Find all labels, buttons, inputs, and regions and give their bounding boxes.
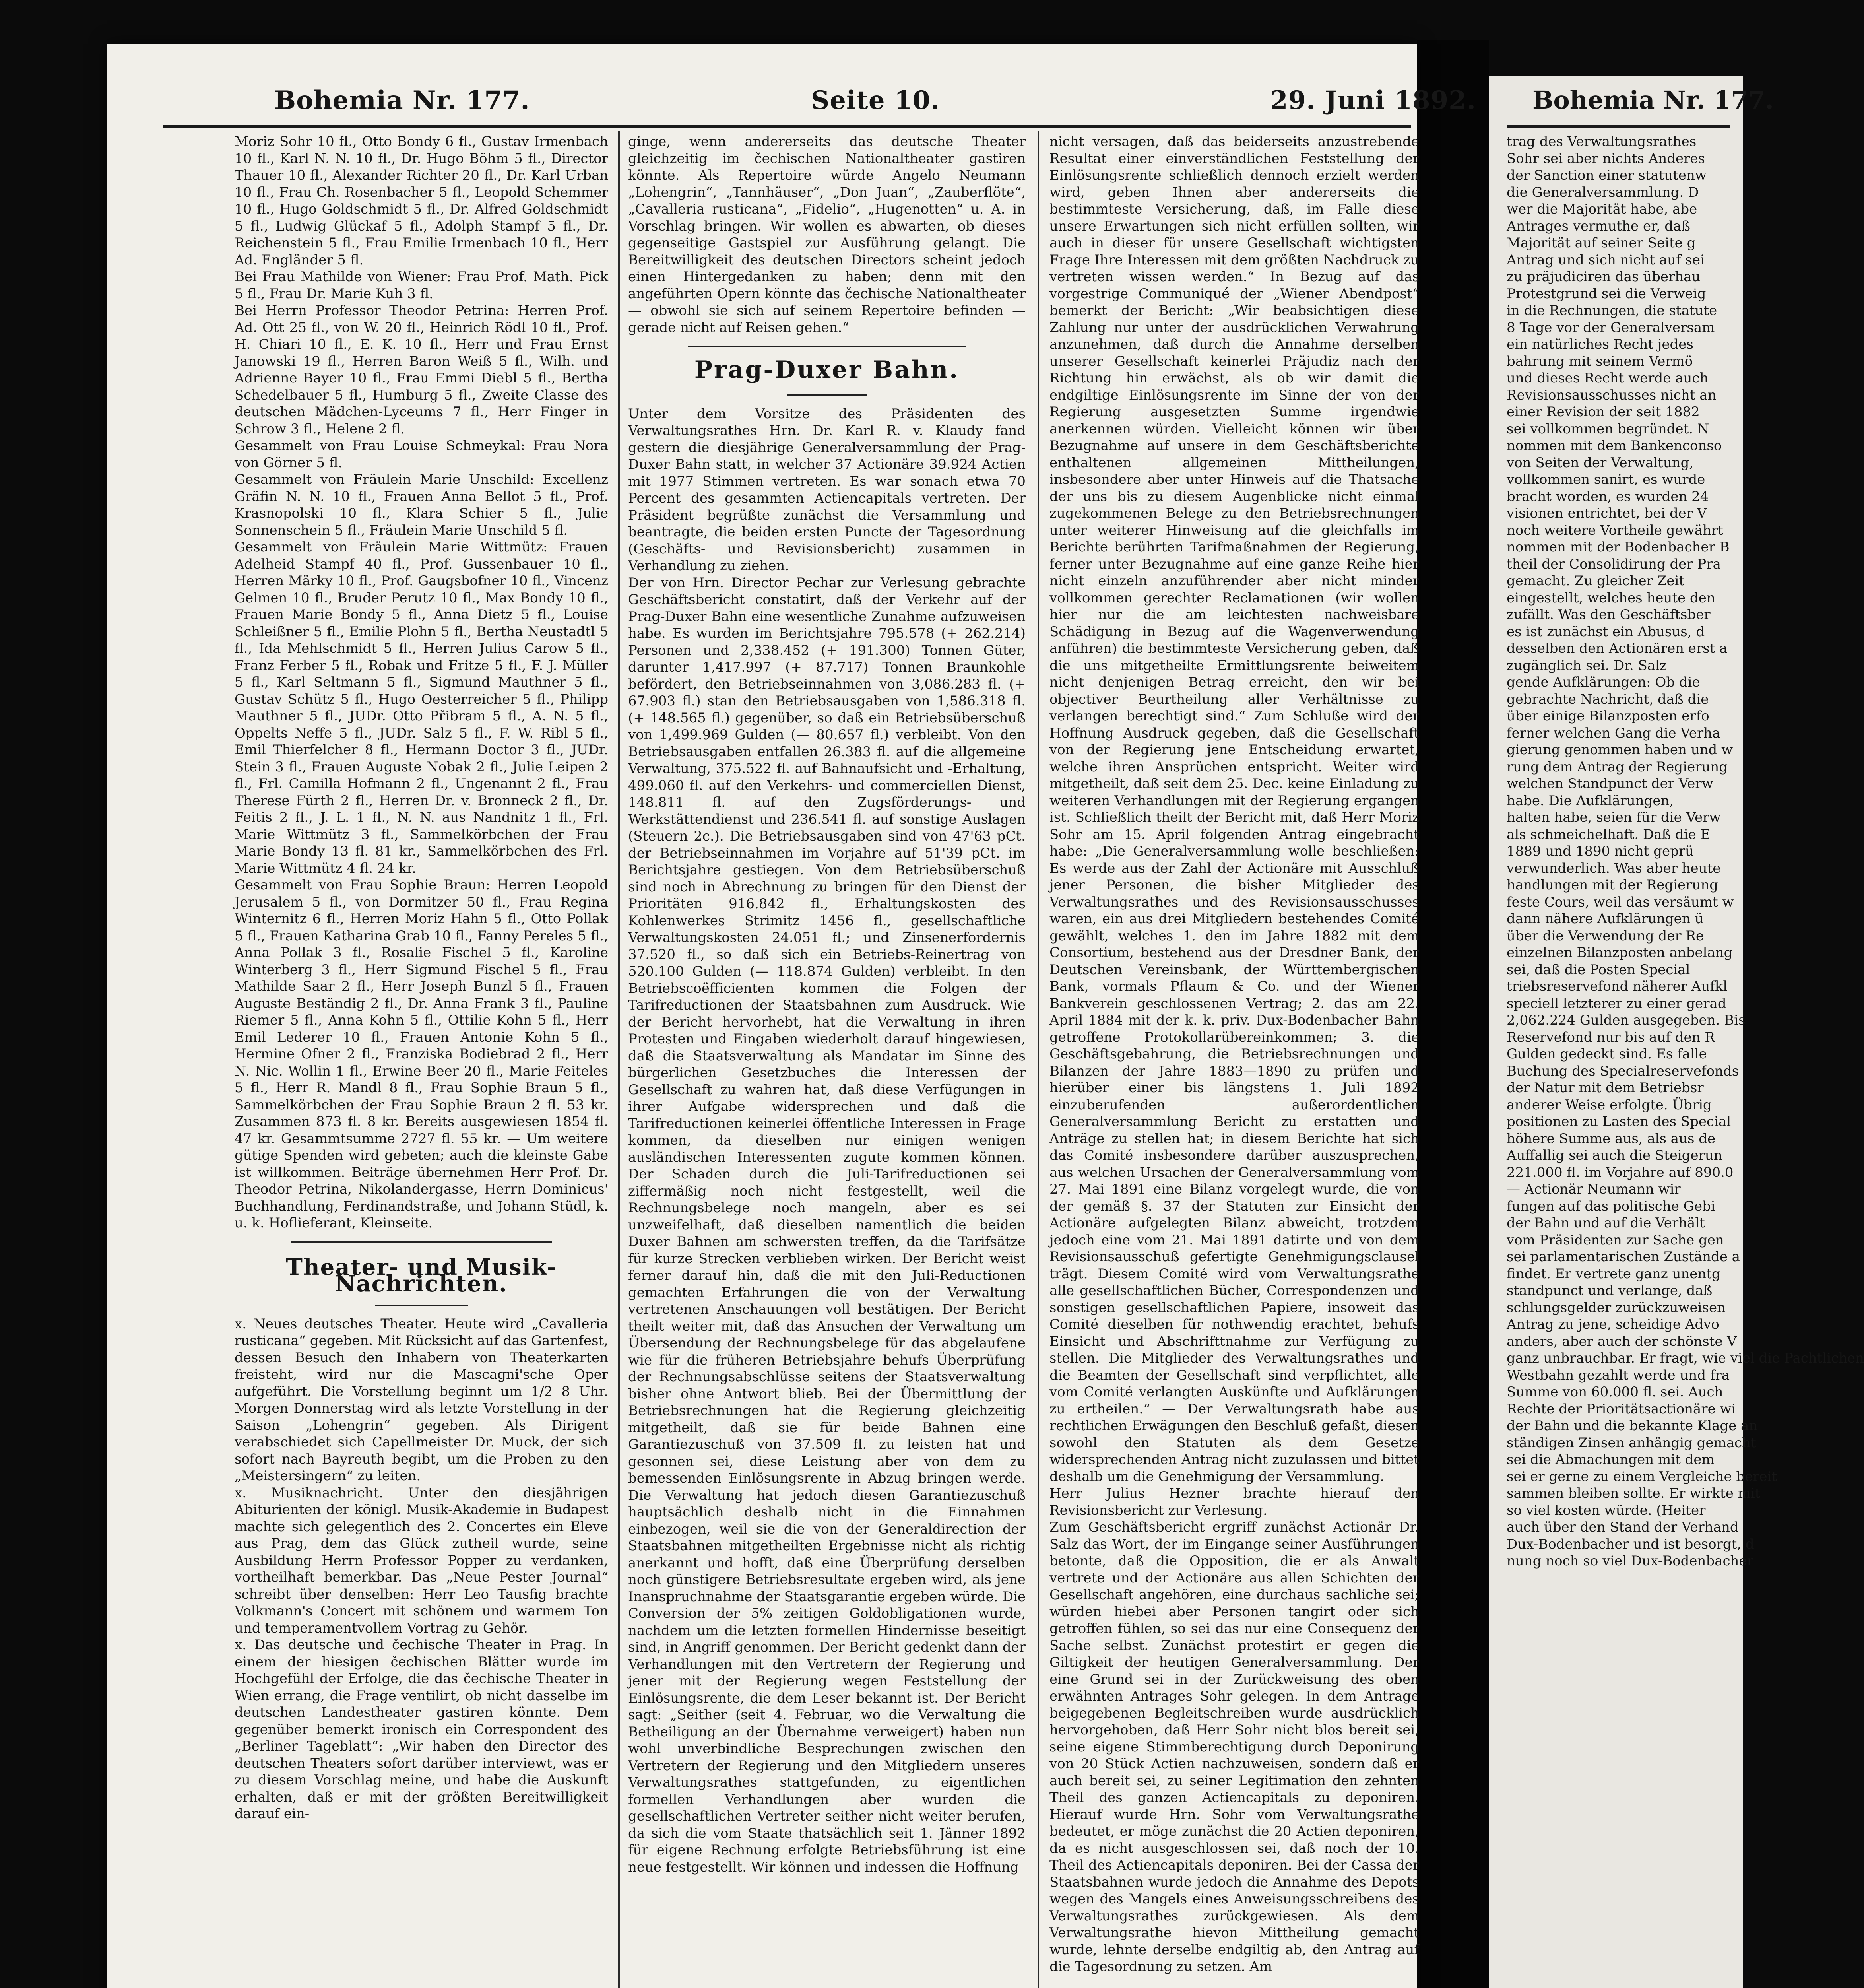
next-page-line: nommen mit dem Bankenconso [1507,438,1722,454]
next-page-line: der Bahn und die bekannte Klage an [1507,1418,1758,1434]
next-page-line: nung noch so viel Dux-Bodenbacher [1507,1553,1753,1569]
next-page-line: vollkommen sanirt, es wurde [1507,472,1705,487]
next-page-line: gebrachte Nachricht, daß die [1507,691,1709,707]
next-page-line: Auffallig sei auch die Steigerun [1507,1147,1722,1163]
next-page-line: Rechte der Prioritätsactionäre wi [1507,1401,1736,1417]
next-page-line: trag des Verwaltungsrathes [1507,134,1697,149]
next-page-line: von Seiten der Verwaltung, [1507,454,1694,471]
next-page-line: findet. Er vertrete ganz unentg [1507,1266,1720,1282]
theater-continuation: ginge, wenn andererseits das deutsche Theater gleichzeitig im čechischen Nationaltheater gastiren könnte. Als Repertoire würde Angelo Neumann „Lohengrin“, „Tannhäuser“, „Don Juan“, „Zauberflöte“, „Cavalleria rusticana“, „Fidelio“, „Hugenotten“ u. A. in Vorschlag bringen. Wir wollen es abwarten, ob dieses gegenseitige Gastspiel zur Ausführung gelangt. Die Bereitwilligkeit des deutschen Directors scheint jedoch einen Hintergedanken zu haben; denn mit den angeführten Opern könnte das čechische Nationaltheater — obwohl sie sich auf seinem Repertoire befinden — gerade nicht auf Reisen gehen.“ [628,134,1026,336]
next-page-line: visionen entrichtet, bei der V [1507,505,1707,521]
next-page-line: nommen mit der Bodenbacher B [1507,539,1730,555]
next-page-line: Sohr sei aber nichts Anderes [1507,150,1705,167]
next-page-line: bahrung mit seinem Vermö [1507,353,1693,369]
column-2 [628,133,1026,1875]
donation-paragraph: Gesammelt von Frau Sophie Braun: Herren Leopold Jerusalem 5 fl., von Dormitzer 50 fl., Frau Regina Winternitz 6 fl., Herren Moriz Hahn 5 fl., Otto Pollak 5 fl., Frauen Katharina Grab 10 fl., Fanny Pereles 5 fl., Anna Pollak 3 fl., Rosalie Fischel 5 fl., Karoline Winterberg 3 fl., Herr Sigmund Fischel 5 fl., Frau Mathilde Saar 2 fl., Herr Joseph Bunzl 5 fl., Frauen Auguste Beständig 2 fl., Dr. Anna Frank 3 fl., Pauline Riemer 5 fl., Anna Kohn 5 fl., Ottilie Kohn 5 fl., Herr Emil Lederer 10 fl., Frauen Antonie Kohn 5 fl., Hermine Ofner 2 fl., Franziska Bodiebrad 2 fl., Herr N. Nic. Wollin 1 fl., Erwine Beer 20 fl., Marie Feiteles 5 fl., Herr R. Mandl 8 fl., Frau Sophie Braun 5 fl., Sammelkörbchen der Frau Sophie Braun 2 fl. 53 kr. Zusammen 873 fl. 8 kr. Bereits ausgewiesen 1854 fl. 47 kr. Gesammtsumme 2727 fl. 55 kr. — Um weitere gütige Spenden wird gebeten; auch die kleinste Gabe ist willkommen. Beiträge übernehmen Herr Prof. Dr. Theodor Petrina, Nikolandergasse, Herrn Dominicus' Buchhandlung, Ferdinandstraße, und Johann Stüdl, k. u. k. Hoflieferant, Kleinseite. [235,877,608,1231]
next-page-line: es ist zunächst ein Abusus, d [1507,623,1705,640]
donation-paragraph: Gesammelt von Frau Louise Schmeykal: Frau Nora von Görner 5 fl. [235,438,608,471]
next-page-line: welchen Standpunct der Verw [1507,776,1713,792]
next-page-line: so viel kosten würde. (Heiter [1507,1502,1706,1518]
next-page-line: 2,062.224 Gulden ausgegeben. Bis [1507,1012,1746,1028]
header-date: 29. Juni 1892. [1270,85,1476,115]
donation-paragraph: Bei Herrn Professor Theodor Petrina: Herren Prof. Ad. Ott 25 fl., von W. 20 fl., Heinrich Rödl 10 fl., Prof. H. Chiari 10 fl., E. K. 10 fl., Herr und Frau Ernst Janowski 19 fl., Herren Baron Weiß 5 fl., Wilh. und Adrienne Bayer 10 fl., Frau Emmi Diebl 5 fl., Bertha Schedelbauer 5 fl., Humburg 5 fl., Zweite Classe des deutschen Mädchen-Lyceums 7 fl., Herr Finger in Schrow 3 fl., Helene 2 fl. [235,303,608,437]
next-page-line: theil der Consolidirung der Pra [1507,556,1721,572]
theater-paragraph: x. Neues deutsches Theater. Heute wird „Cavalleria rusticana“ gegeben. Mit Rücksicht auf das Gartenfest, dessen Besuch den Inhabern von Theaterkarten freisteht, wird nur die Mascagni'sche Oper aufgeführt. Die Vorstellung beginnt um 1/2 8 Uhr. Morgen Donnerstag wird als letzte Vorstellung in der Saison „Lohengrin“ gegeben. Als Dirigent verabschiedet sich Capellmeister Dr. Muck, der sich sofort nach Bayreuth begibt, um die Proben zu den „Meistersingern“ zu leiten. [235,1316,608,1484]
column-3 [1049,133,1419,1975]
header-left: Bohemia Nr. 177. [274,85,530,115]
header-rule [163,125,1411,128]
next-page-line: als schmeichelhaft. Daß die E [1507,826,1711,843]
next-page-line: Reservefond nur bis auf den R [1507,1029,1715,1045]
next-page-column [1507,133,1864,1570]
header-page-number: Seite 10. [811,85,940,115]
page-gutter [1417,40,1489,1988]
next-page-line: wer die Majorität habe, abe [1507,201,1697,217]
next-page-line: habe. Die Aufklärungen, [1507,792,1674,809]
next-page-line: einer Revision der seit 1882 [1507,404,1700,420]
next-page-line: gende Aufklärungen: Ob die [1507,674,1700,690]
next-page-line: gemacht. Zu gleicher Zeit [1507,573,1684,589]
theater-paragraph: x. Musiknachricht. Unter den diesjährigen Abiturienten der königl. Musik-Akademie in Budapest machte sich gelegentlich des 2. Concertes ein Eleve aus Prag, dem das Glück zutheil wurde, seine Ausbildung Herrn Professor Popper zu verdanken, vortheilhaft bemerkbar. Das „Neue Pester Journal“ schreibt über denselben: Herr Leo Tausfig brachte Volkmann's Concert mit schönem und warmem Ton und temperamentvollem Vortrag zu Gehör. [235,1485,608,1636]
next-page-line: in die Rechnungen, die statute [1507,303,1717,318]
next-page-line: noch weitere Vortheile gewährt [1507,522,1723,538]
next-page-line: Gulden gedeckt sind. Es falle [1507,1046,1707,1062]
next-page-line: verwunderlich. Was aber heute [1507,860,1721,876]
next-page-line: halten habe, seien für die Verw [1507,810,1721,825]
next-page-line: zufällt. Was den Geschäftsber [1507,607,1711,623]
article-paragraph: Unter dem Vorsitze des Präsidenten des Verwaltungsrathes Hrn. Dr. Karl R. v. Klaudy fand gestern die diesjährige Generalversammlung der Prag-Duxer Bahn statt, in welcher 37 Actionäre 39.924 Actien mit 1977 Stimmen vertreten. Es war sonach etwa 70 Percent des gesammten Actiencapitals vertreten. Der Präsident begrüßte zunächst die Versammlung und beantragte, die beiden ersten Puncte der Tagesordnung (Geschäfts- und Revisionsbericht) zusammen in Verhandlung zu ziehen. [628,406,1026,574]
section-divider [375,1305,468,1306]
article-paragraph: Der von Hrn. Director Pechar zur Verlesung gebrachte Geschäftsbericht constatirt, daß der Verkehr auf der Prag-Duxer Bahn eine wesentliche Zunahme aufzuweisen habe. Es wurden im Berichtsjahre 795.578 (+ 262.214) Personen und 2,338.452 (+ 191.300) Tonnen Güter, darunter 1,417.997 (+ 87.717) Tonnen Braunkohle befördert, den Betriebseinnahmen von 3,086.283 fl. (+ 67.903 fl.) stan den Betriebsausgaben von 1,586.318 fl. (+ 148.565 fl.) gegenüber, so daß ein Betriebsüberschuß von 1,499.969 Gulden (— 80.657 fl.) verbleibt. Von den Betriebsausgaben entfallen 26.383 fl. auf die allgemeine Verwaltung, 375.522 fl. auf Bahnaufsicht und -Erhaltung, 499.060 fl. auf den Verkehrs- und commerciellen Dienst, 148.811 fl. auf den Zugsförderungs- und Werkstättendienst und 236.541 fl. auf sonstige Auslagen (Steuern 2c.). Die Betriebsausgaben sind von 47'63 pCt. der Betriebseinnahmen im Vorjahre auf 51'39 pCt. im Berichtsjahre gestiegen. Von dem Betriebsüberschuß sind noch in Abrechnung zu bringen für den Dienst der Prioritäten 916.842 fl., Erhaltungskosten des Kohlenwerkes Strimitz 1456 fl., gesellschaftliche Verwaltungskosten 24.051 fl.; und Zinsenerfordernis 37.520 fl., so daß sich ein Betriebs-Reinertrag von 520.100 Gulden (— 118.874 Gulden) verbleibt. In den Betriebscoëfficienten kommen die Folgen der Tarifreductionen der Staatsbahnen zum Ausdruck. Wie der Bericht hervorhebt, hat die Verwaltung in ihren Protesten und Eingaben wiederholt darauf hingewiesen, daß die Staatsverwaltung als Mandatar im Sinne des bürgerlichen Gesetzbuches die Interessen der Gesellschaft zu wahren hat, daß diese Verfügungen in ihrer Aufgabe widersprechen und daß die Tarifreductionen keinerlei öffentliche Interessen in Frage kommen, da dieselben nur einigen wenigen ausländischen Interessenten zugute kommen können. Der Schaden durch die Juli-Tarifreductionen sei ziffermäßig noch nicht festgestellt, weil die Rechnungsbelege noch mangeln, aber es sei unzweifelhaft, daß dieselben namentlich die beiden Duxer Bahnen am schwersten treffen, da die Tarifsätze für kurze Strecken verblieben wirken. Der Bericht weist ferner darauf hin, daß die mit den Juli-Reductionen gemachten Erfahrungen die von der Verwaltung vertretenen Anschauungen voll bestätigen. Der Bericht theilt weiter mit, daß das Ansuchen der Verwaltung um Übersendung der Rechnungsbelege für das abgelaufene wie für die früheren Betriebsjahre behufs Überprüfung der Rechnungsabschlüsse seitens der Staatsverwaltung bisher ohne Antwort blieb. Bei der Übermittlung der Betriebsrechnungen hat die Regierung gleichzeitig mitgetheilt, daß sie für beide Bahnen eine Garantiezuschuß von 37.509 fl. zu leisten hat und gesonnen sei, diese Leistung aber von dem zu bemessenden Einlösungsrente in Abzug bringen werde. Die Verwaltung hat jedoch diesen Garantiezuschuß hauptsächlich deshalb nicht in die Einnahmen einbezogen, weil sie die von der Generaldirection der Staatsbahnen mitgetheilten Ergebnisse nicht als richtig anerkannt und hofft, daß eine Überprüfung derselben noch günstigere Betriebsresultate ergeben wird, als jene Inanspruchnahme der Staatsgarantie ergeben würde. Die Conversion der 5% zeitigen Goldobligationen wurde, nachdem um die letzten formellen Hindernisse beseitigt sind, in Angriff genommen. Der Bericht gedenkt dann der Verhandlungen mit den Vertretern der Regierung und jener mit der Regierung wegen Feststellung der Einlösungsrente, die dem Leser bekannt ist. Der Bericht sagt: „Seither (seit 4. Februar, wo die Verwaltung die Betheiligung an der Übernahme verweigert) haben nun wohl unverbindliche Besprechungen zwischen den Vertretern der Regierung und den Mitgliedern unseres Verwaltungsrathes stattgefunden, zu eigentlichen formellen Verhandlungen aber wurden die gesellschaftlichen Vertreter seither nicht weiter berufen, da sich die vom Staate thatsächlich seit 1. Jänner 1892 für eigene Rechnung erfolgte Betriebsführung ist eine neue festgestellt. Wir können und indessen die Hoffnung [628,575,1026,1875]
donation-paragraph: Bei Frau Mathilde von Wiener: Frau Prof. Math. Pick 5 fl., Frau Dr. Marie Kuh 3 fl. [235,269,608,302]
theater-paragraph: x. Das deutsche und čechische Theater in Prag. In einem der hiesigen čechischen Blätter wurde im Hochgefühl der Erfolge, die das čechische Theater in Wien errang, die Frage ventilirt, ob nicht dasselbe im deutschen Landestheater gastiren könnte. Dem gegenüber bemerkt ironisch ein Correspondent des „Berliner Tageblatt“: „Wir haben den Director des deutschen Theaters sofort darüber interviewt, was er zu diesem Vorschlag meine, und habe die Auskunft erhalten, daß er mit der größten Bereitwilligkeit darauf ein- [235,1637,608,1822]
next-page-line: ständigen Zinsen anhängig gemacht [1507,1435,1756,1451]
next-page-line: anders, aber auch der schönste V [1507,1333,1737,1349]
article-divider [688,346,966,347]
article-divider [787,394,867,396]
next-page-line: schlungsgelder zurückzuweisen [1507,1299,1726,1316]
donation-paragraph: Moriz Sohr 10 fl., Otto Bondy 6 fl., Gustav Irmenbach 10 fl., Karl N. N. 10 fl., Dr. Hugo Böhm 5 fl., Director Thauer 10 fl., Alexander Richter 20 fl., Dr. Karl Urban 10 fl., Frau Ch. Rosenbacher 5 fl., Leopold Schemmer 10 fl., Hugo Goldschmidt 5 fl., Dr. Alfred Goldschmidt 5 fl., Ludwig Glückaf 5 fl., Adolph Stampf 5 fl., Dr. Reichenstein 5 fl., Frau Emilie Irmenbach 10 fl., Herr Ad. Engländer 5 fl. [235,134,608,268]
next-page-line: Antrages vermuthe er, daß [1507,218,1690,234]
next-page-line: die Generalversammlung. D [1507,184,1699,200]
next-page-line: der Sanction einer statutenw [1507,167,1707,183]
article-paragraph: Zum Geschäftsbericht ergriff zunächst Actionär Dr. Salz das Wort, der im Eingange seiner Ausführungen betonte, daß die Opposition, die er als Anwalt vertrete und der Actionäre aus allen Schichten der Gesellschaft angehören, eine durchaus sachliche sei; würden hiebei aber Personen tangirt oder sich getroffen fühlen, so sei das nur eine Consequenz der Sache selbst. Zunächst protestirt er gegen die Giltigkeit der heutigen Generalversammlung. Der eine Grund sei in der Zurückweisung des oben erwähnten Antrages Sohr gelegen. In dem Antrage beigegebenen Begleitschreiben wurde ausdrücklich hervorgehoben, daß Herr Sohr nicht blos bereit sei, seine eigene Stimmberechtigung durch Deponirung von 20 Stück Actien nachzuweisen, sondern daß er auch bereit sei, zu seiner Legitimation den zehnten Theil des ganzen Actiencapitals zu deponiren. Hierauf wurde Hrn. Sohr vom Verwaltungsrathe bedeutet, er möge zunächst die 20 Actien deponiren, da es nicht ausgeschlossen sei, daß noch der 10. Theil des Actiencapitals deponiren. Bei der Cassa der Staatsbahnen wurde jedoch die Annahme des Depots wegen des Mangels eines Anweisungsschreibens des Verwaltungsrathes zurückgewiesen. Als dem Verwaltungsrathe hievon Mittheilung gemacht wurde, lehnte derselbe endgiltig ab, den Antrag auf die Tagesordnung zu setzen. Am [1049,1519,1419,1974]
article-title: Prag-Duxer Bahn. [694,356,960,384]
donation-paragraph: Gesammelt von Fräulein Marie Unschild: Excellenz Gräfin N. N. 10 fl., Frauen Anna Bellot 5 fl., Prof. Krasnopolski 10 fl., Klara Schier 5 fl., Julie Sonnenschein 5 fl., Fräulein Marie Unschild 5 fl. [235,472,608,538]
next-page-line: der Natur mit dem Betriebsr [1507,1080,1704,1096]
next-page-line: sei er gerne zu einem Vergleiche bereit [1507,1468,1777,1485]
next-page-line: 221.000 fl. im Vorjahre auf 890.0 [1507,1164,1734,1180]
next-page-line: höhere Summe aus, als aus de [1507,1130,1716,1147]
next-page-line: Westbahn gezahlt werde und fra [1507,1367,1730,1383]
next-page-line: eingestellt, welches heute den [1507,590,1715,606]
next-page-line: der Bahn und auf die Verhält [1507,1215,1705,1231]
next-page-line: rung dem Antrag der Regierung [1507,759,1728,775]
next-page-line: positionen zu Lasten des Special [1507,1114,1731,1130]
next-page-line: standpunct und verlange, daß [1507,1283,1713,1299]
next-page-line: ganz unbrauchbar. Er fragt, wie viel die Pachtlichen [1507,1350,1864,1366]
section-title: Theater- und Musik-Nachrichten. [286,1254,557,1297]
next-page-line: zugänglich sei. Dr. Salz [1507,657,1667,674]
next-page-line: handlungen mit der Regierung [1507,877,1718,893]
column-rule [1038,131,1039,1988]
next-page-line: sei die Abmachungen mit dem [1507,1452,1715,1468]
next-page-line: Majorität auf seiner Seite g [1507,235,1696,251]
next-page-line: Buchung des Specialreservefonds [1507,1063,1739,1079]
next-page-line: über einige Bilanzposten erfo [1507,708,1709,724]
column-rule [618,131,620,1988]
next-page-line: fungen auf das politische Gebi [1507,1198,1715,1214]
next-page-line: speciell letzterer zu einer gerad [1507,995,1726,1011]
column-1 [235,133,608,1823]
next-page-line: 8 Tage vor der Generalversam [1507,319,1715,336]
article-paragraph: nicht versagen, daß das beiderseits anzustrebende Resultat einer einverständlichen Feststellung der Einlösungsrente schließlich dennoch erzielt werden wird, geben Ihnen aber andererseits die bestimmteste Versicherung, daß, im Falle diese unsere Erwartungen sich nicht erfüllen sollten, wir auch in dieser für unsere Gesellschaft wichtigsten Frage Ihre Interessen mit dem größten Nachdruck zu vertreten wissen werden.“ In Bezug auf das vorgestrige Communiqué der „Wiener Abendpost“ bemerkt der Bericht: „Wir beabsichtigen diese Zahlung nur unter der ausdrücklichen Verwahrung anzunehmen, daß durch die Annahme derselben unserer Gesellschaft keinerlei Präjudiz nach der Richtung hin erwächst, als ob wir damit die endgiltige Einlösungsrente im Sinne der von der Regierung ausgesetzten Summe irgendwie anerkennen würden. Vielleicht können wir über Bezugnahme auf unsere in dem Geschäftsberichte enthaltenen allgemeinen Mittheilungen, insbesondere aber unter Hinweis auf die Thatsache der uns bis zu diesem Augenblicke nicht einmal zugekommenen Belege zu den Betriebsrechnungen unter weiterer Hinweisung auf die gleichfalls im Berichte berührten Tarifmaßnahmen der Regierung, ferner unter Bezugnahme auf eine ganze Reihe hier nicht einzeln anzuführender aber nicht minder vollkommen gerechter Reclamationen (wir wollen hier nur die am leichtesten nachweisbare Schädigung in Bezug auf die Wagenverwendung anführen) die bestimmteste Versicherung geben, daß die uns mitgetheilte Ermittlungsrente beiweitem nicht denjenigen Betrag erreicht, den wir bei objectiver Beurtheilung aller Verhältnisse zu verlangen berechtigt sind.“ Zum Schluße wird der Hoffnung Ausdruck gegeben, daß die Gesellschaft von der Regierung jene Entscheidung erwartet, welche ihren Ansprüchen entspricht. Weiter wird mitgetheilt, daß seit dem 25. Dec. keine Einladung zu weiteren Verhandlungen mit der Regierung ergangen ist. Schließlich theilt der Bericht mit, daß Herr Moriz Sohr am 15. April folgenden Antrag eingebracht habe: „Die Generalversammlung wolle beschließen: Es werde aus der Zahl der Actionäre mit Ausschluß jener Personen, die bisher Mitglieder des Verwaltungsrathes und des Revisionsausschusses waren, ein aus drei Mitgliedern bestehendes Comité gewählt, welches 1. den im Jahre 1882 mit dem Consortium, bestehend aus der Dresdner Bank, der Deutschen Vereinsbank, der Württembergischen Bank, vormals Pflaum & Co. und der Wiener Bankverein geschlossenen Vertrag; 2. das am 22. April 1884 mit der k. k. priv. Dux-Bodenbacher Bahn getroffene Protokollarübereinkommen; 3. die Geschäftsgebahrung, die Betriebsrechnungen und Bilanzen der Jahre 1883—1890 zu prüfen und hierüber einer bis längstens 1. Juli 1892 einzuberufenden außerordentlichen Generalversammlung Bericht zu erstatten und Anträge zu stellen hat; in diesem Berichte hat sich das Comité insbesondere darüber auszusprechen, aus welchen Ursachen der Generalversammlung vom 27. Mai 1891 eine Bilanz vorgelegt wurde, die von der gemäß §. 37 der Statuten zur Einsicht der Actionäre aufgelegten Bilanz abweicht, trotzdem jedoch eine vom 21. Mai 1891 datirte und von dem Revisionsausschuß gefertigte Genehmigungsclausel trägt. Diesem Comité wird vom Verwaltungsrathe alle gesellschaftlichen Bücher, Correspondenzen und sonstigen gesellschaftlichen Papiere, insoweit das Comité dieselben für nothwendig erachtet, behufs Einsicht und Abschrifttnahme zur Verfügung zu stellen. Die Mitglieder des Verwaltungsrathes und die Beamten der Gesellschaft sind verpflichtet, alle vom Comité verlangten Auskünfte und Aufklärungen zu ertheilen.“ — Der Verwaltungsrath habe aus rechtlichen Erwägungen den Beschluß gefaßt, diesen sowohl den Statuten als dem Gesetze widersprechenden Antrag nicht zuzulassen und bittet deshalb um die Genehmigung der Versammlung. [1049,134,1419,1485]
next-page-line: feste Cours, weil das versäumt w [1507,894,1734,910]
next-page-line: ferner welchen Gang die Verha [1507,725,1720,741]
next-page-line: Revisionsausschusses nicht an [1507,387,1717,403]
section-divider [291,1241,552,1243]
next-page-line: einzelnen Bilanzposten anbelang [1507,945,1733,961]
next-page-line: Protestgrund sei die Verweig [1507,285,1706,302]
next-page-line: Antrag zu jene, scheidige Advo [1507,1316,1719,1332]
next-page-line: — Actionär Neumann wir [1507,1181,1681,1197]
next-page-line: Antrag und sich nicht auf sei [1507,252,1705,268]
next-page-line: sammen bleiben sollte. Er wirkte mit [1507,1485,1761,1501]
next-page-line: 1889 und 1890 nicht geprü [1507,843,1694,859]
next-page-line: anderer Weise erfolgte. Übrig [1507,1097,1712,1113]
next-page-header: Bohemia Nr. 177. [1532,85,1774,115]
next-page-line: vom Präsidenten zur Sache gen [1507,1232,1724,1248]
next-page-line: dann nähere Aufklärungen ü [1507,911,1704,927]
next-page-line: ein natürliches Recht jedes [1507,336,1693,352]
next-page-line: zu präjudiciren das überhau [1507,269,1701,285]
next-page-line: sei, daß die Posten Special [1507,961,1690,978]
next-page-line: über die Verwendung der Re [1507,928,1704,944]
next-page-line: sei parlamentarischen Zustände a [1507,1249,1740,1265]
next-page-line: sei vollkommen begründet. N [1507,421,1709,437]
next-page-line: desselben den Actionären erst a [1507,641,1728,656]
article-paragraph: Herr Julius Hezner brachte hierauf den Revisionsbericht zur Verlesung. [1049,1485,1419,1518]
next-page-line: Dux-Bodenbacher und ist besorgt, d [1507,1536,1754,1552]
next-page-line: auch über den Stand der Verhand [1507,1519,1739,1535]
next-page-line: gierung genommen haben und w [1507,742,1733,758]
next-page-rule [1507,125,1730,128]
next-page-line: Summe von 60.000 fl. sei. Auch [1507,1384,1723,1400]
next-page-line: bracht worden, es wurden 24 [1507,488,1709,505]
next-page-line: triebsreservefond näherer Aufkl [1507,978,1728,994]
next-page-line: und dieses Recht werde auch [1507,370,1709,386]
donation-paragraph: Gesammelt von Fräulein Marie Wittmütz: Frauen Adelheid Stampf 40 fl., Prof. Gussenbauer 10 fl., Herren Märky 10 fl., Prof. Gaugsbofner 10 fl., Vincenz Gelmen 10 fl., Bruder Perutz 10 fl., Max Bondy 10 fl., Frauen Marie Bondy 5 fl., Anna Dietz 5 fl., Louise Schleißner 5 fl., Emilie Plohn 5 fl., Bertha Neustadtl 5 fl., Ida Mehlschmidt 5 fl., Herren Julius Carow 5 fl., Franz Ferber 5 fl., Robak und Fritze 5 fl., F. J. Müller 5 fl., Karl Seltmann 5 fl., Sigmund Mauthner 5 fl., Gustav Schütz 5 fl., Hugo Oesterreicher 5 fl., Philipp Mauthner 5 fl., JUDr. Otto Přibram 5 fl., A. N. 5 fl., Oppelts Neffe 5 fl., JUDr. Salz 5 fl., F. W. Ribl 5 fl., Emil Thierfelcher 8 fl., Hermann Doctor 3 fl., JUDr. Stein 3 fl., Frauen Auguste Nobak 2 fl., Julie Leipen 2 fl., Frl. Camilla Hofmann 2 fl., Ungenannt 2 fl., Frau Therese Fürth 2 fl., Herren Dr. v. Bronneck 2 fl., Dr. Feitis 2 fl., J. L. 1 fl., N. N. aus Nandnitz 1 fl., Frl. Marie Wittmütz 3 fl., Sammelkörbchen der Frau Marie Bondy 13 fl. 81 kr., Sammelkörbchen des Frl. Marie Wittmütz 4 fl. 24 kr. [235,539,608,876]
